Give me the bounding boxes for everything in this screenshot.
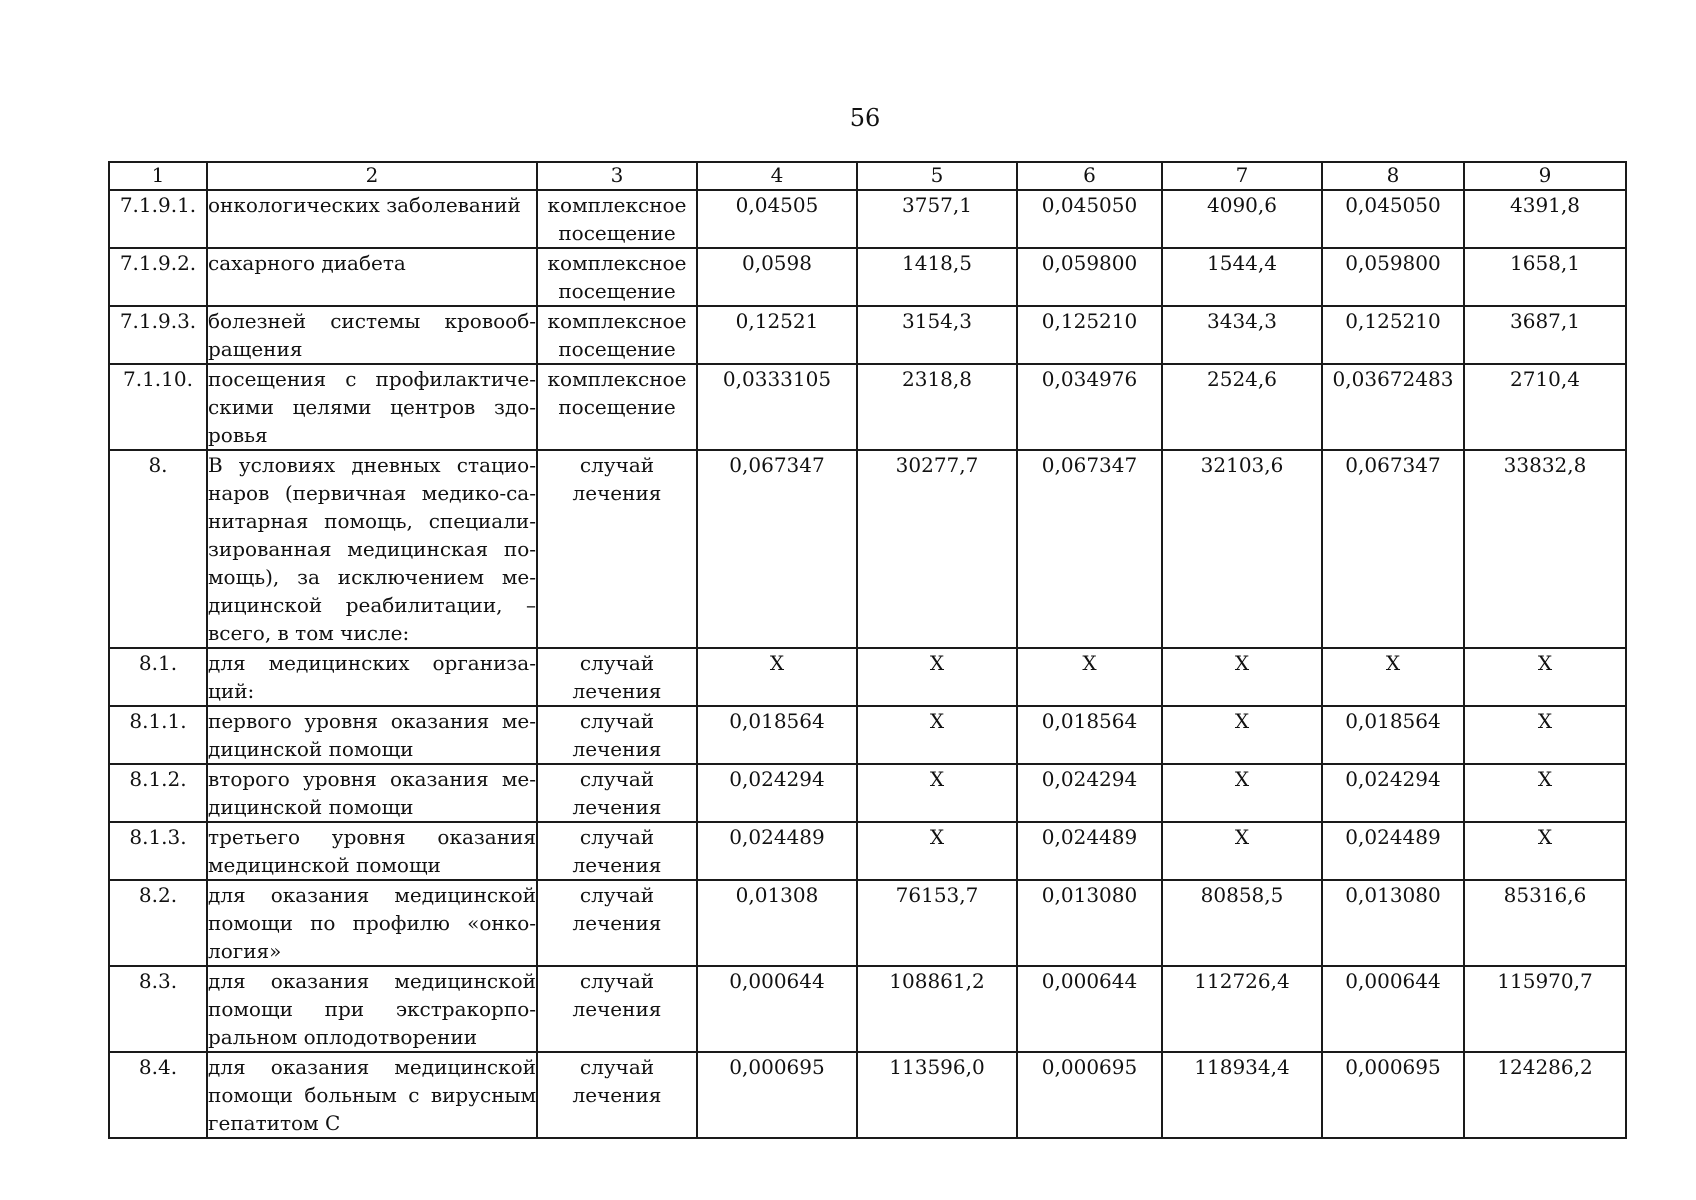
row-value: 4391,8 (1464, 190, 1626, 248)
row-value: 1658,1 (1464, 248, 1626, 306)
row-name: посещения с профилактическими целями центров здоровья (207, 364, 537, 450)
row-value: Х (857, 822, 1017, 880)
table-row (109, 248, 1626, 306)
row-value: 115970,7 (1464, 966, 1626, 1052)
row-unit: случай лечения (537, 822, 697, 880)
row-value: 30277,7 (857, 450, 1017, 648)
row-value: 85316,6 (1464, 880, 1626, 966)
row-number: 7.1.9.3. (109, 306, 207, 364)
row-number: 7.1.9.2. (109, 248, 207, 306)
row-value: Х (1162, 764, 1322, 822)
table-row (109, 364, 1626, 450)
row-name: для оказания медицинской помощи больным с вирусным гепатитом С (207, 1052, 537, 1138)
row-value: Х (1464, 822, 1626, 880)
column-number: 3 (537, 162, 697, 190)
row-value: Х (1162, 822, 1322, 880)
table-row (109, 306, 1626, 364)
row-value: 3687,1 (1464, 306, 1626, 364)
row-value: 0,013080 (1017, 880, 1162, 966)
row-unit: случай лечения (537, 706, 697, 764)
column-number: 1 (109, 162, 207, 190)
row-unit: комплексное посещение (537, 306, 697, 364)
row-value: 0,059800 (1322, 248, 1464, 306)
row-value: 0,018564 (1322, 706, 1464, 764)
row-value: Х (857, 764, 1017, 822)
column-number-row (109, 162, 1626, 190)
data-table (108, 161, 1627, 1139)
row-value: 0,018564 (1017, 706, 1162, 764)
row-number: 8.1. (109, 648, 207, 706)
row-value: Х (857, 648, 1017, 706)
table-row (109, 822, 1626, 880)
row-value: 0,013080 (1322, 880, 1464, 966)
row-value: 2524,6 (1162, 364, 1322, 450)
row-value: Х (1464, 706, 1626, 764)
row-name: болезней системы кровообращения (207, 306, 537, 364)
row-value: 0,000695 (1322, 1052, 1464, 1138)
row-number: 8.4. (109, 1052, 207, 1138)
row-unit: случай лечения (537, 648, 697, 706)
row-value: 0,0333105 (697, 364, 857, 450)
row-value: 0,059800 (1017, 248, 1162, 306)
row-value: 0,125210 (1017, 306, 1162, 364)
row-value: 118934,4 (1162, 1052, 1322, 1138)
row-value: 0,024294 (697, 764, 857, 822)
row-number: 7.1.9.1. (109, 190, 207, 248)
row-unit: случай лечения (537, 764, 697, 822)
row-value: 108861,2 (857, 966, 1017, 1052)
row-name: третьего уровня оказания медицинской помощи (207, 822, 537, 880)
row-unit: случай лечения (537, 1052, 697, 1138)
page-number: 56 (849, 104, 881, 132)
row-value: 0,067347 (1322, 450, 1464, 648)
row-value: Х (857, 706, 1017, 764)
row-value: 3757,1 (857, 190, 1017, 248)
row-value: 112726,4 (1162, 966, 1322, 1052)
table-row (109, 764, 1626, 822)
table-row (109, 648, 1626, 706)
row-value: 0,045050 (1322, 190, 1464, 248)
row-number: 8.1.3. (109, 822, 207, 880)
row-name: второго уровня оказания медицинской помощи (207, 764, 537, 822)
row-unit: случай лечения (537, 966, 697, 1052)
table-row (109, 1052, 1626, 1138)
row-number: 8.1.2. (109, 764, 207, 822)
row-value: 1418,5 (857, 248, 1017, 306)
row-value: 33832,8 (1464, 450, 1626, 648)
row-value: 0,000644 (1322, 966, 1464, 1052)
row-value: Х (1017, 648, 1162, 706)
row-value: 0,000695 (697, 1052, 857, 1138)
row-number: 8.1.1. (109, 706, 207, 764)
column-number: 7 (1162, 162, 1322, 190)
row-value: 0,045050 (1017, 190, 1162, 248)
row-unit: случай лечения (537, 450, 697, 648)
table-row (109, 450, 1626, 648)
row-value: 0,024489 (697, 822, 857, 880)
column-number: 9 (1464, 162, 1626, 190)
row-value: Х (697, 648, 857, 706)
row-value: Х (1162, 706, 1322, 764)
row-number: 7.1.10. (109, 364, 207, 450)
row-value: Х (1464, 648, 1626, 706)
row-value: 0,01308 (697, 880, 857, 966)
column-number: 5 (857, 162, 1017, 190)
row-value: 0,12521 (697, 306, 857, 364)
table-row (109, 706, 1626, 764)
row-value: 0,018564 (697, 706, 857, 764)
row-value: 0,03672483 (1322, 364, 1464, 450)
row-value: Х (1162, 648, 1322, 706)
row-name: для оказания медицинской помощи по профилю «онкология» (207, 880, 537, 966)
row-value: 0,0598 (697, 248, 857, 306)
table-row (109, 966, 1626, 1052)
row-value: 124286,2 (1464, 1052, 1626, 1138)
row-value: 3434,3 (1162, 306, 1322, 364)
row-value: 113596,0 (857, 1052, 1017, 1138)
table-row (109, 190, 1626, 248)
row-value: 0,034976 (1017, 364, 1162, 450)
row-name: первого уровня оказания медицинской помощи (207, 706, 537, 764)
row-name: онкологических заболеваний (207, 190, 537, 248)
row-value: 0,067347 (697, 450, 857, 648)
row-value: 0,125210 (1322, 306, 1464, 364)
row-value: 0,067347 (1017, 450, 1162, 648)
row-value: 0,024294 (1017, 764, 1162, 822)
row-unit: комплексное посещение (537, 248, 697, 306)
row-value: 76153,7 (857, 880, 1017, 966)
row-value: 3154,3 (857, 306, 1017, 364)
row-value: 0,000695 (1017, 1052, 1162, 1138)
row-value: Х (1322, 648, 1464, 706)
column-number: 6 (1017, 162, 1162, 190)
row-value: Х (1464, 764, 1626, 822)
row-unit: случай лечения (537, 880, 697, 966)
row-unit: комплексное посещение (537, 190, 697, 248)
column-number: 4 (697, 162, 857, 190)
row-unit: комплексное посещение (537, 364, 697, 450)
row-value: 0,000644 (1017, 966, 1162, 1052)
row-value: 80858,5 (1162, 880, 1322, 966)
row-value: 0,024294 (1322, 764, 1464, 822)
row-name: для оказания медицинской помощи при экстракорпоральном оплодотворении (207, 966, 537, 1052)
row-value: 0,024489 (1017, 822, 1162, 880)
row-value: 0,04505 (697, 190, 857, 248)
row-value: 2710,4 (1464, 364, 1626, 450)
row-name: сахарного диабета (207, 248, 537, 306)
row-name: для медицинских организаций: (207, 648, 537, 706)
column-number: 2 (207, 162, 537, 190)
row-number: 8.3. (109, 966, 207, 1052)
row-name: В условиях дневных стационаров (первичная медико-санитарная помощь, специализированная медицинская помощь), за исключением медицинской реабилитации, – всего, в том числе: (207, 450, 537, 648)
row-number: 8.2. (109, 880, 207, 966)
row-value: 32103,6 (1162, 450, 1322, 648)
row-value: 2318,8 (857, 364, 1017, 450)
row-value: 1544,4 (1162, 248, 1322, 306)
row-value: 0,024489 (1322, 822, 1464, 880)
column-number: 8 (1322, 162, 1464, 190)
row-value: 4090,6 (1162, 190, 1322, 248)
row-value: 0,000644 (697, 966, 857, 1052)
table-row (109, 880, 1626, 966)
row-number: 8. (109, 450, 207, 648)
